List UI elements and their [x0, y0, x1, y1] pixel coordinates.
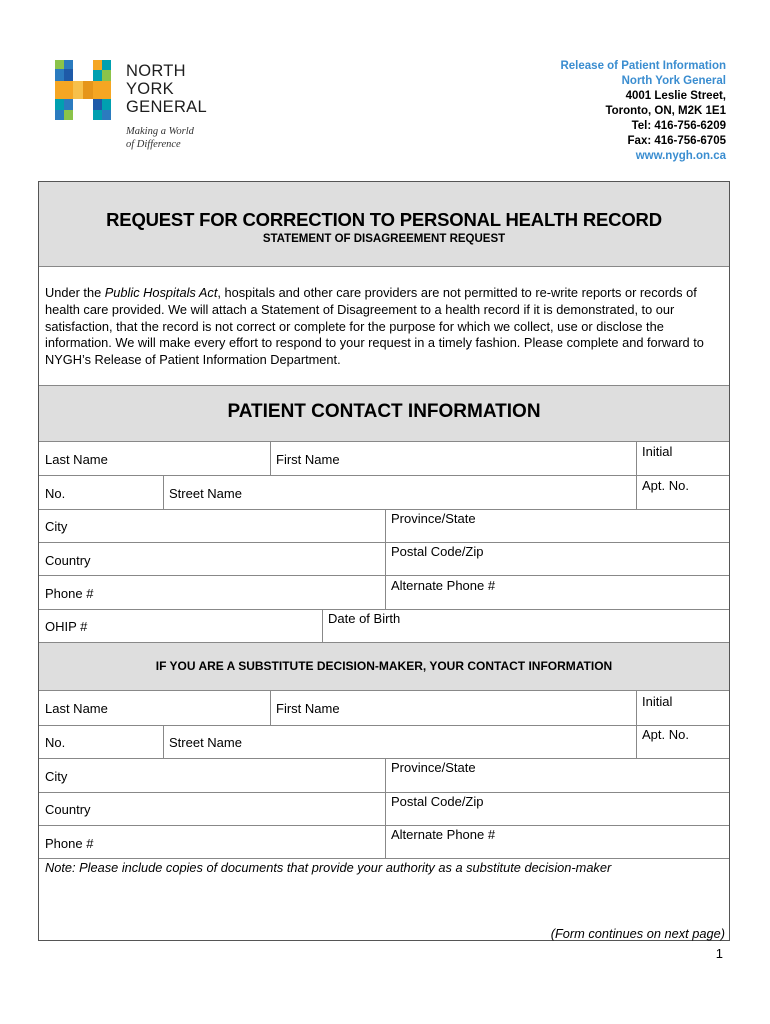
sdm-street-name-field[interactable]: Street Name	[169, 735, 242, 750]
patient-no-field[interactable]: No.	[45, 486, 66, 501]
patient-country-field[interactable]: Country	[45, 553, 91, 568]
fax: Fax: 416-756-6705	[627, 135, 726, 147]
form-subtitle: STATEMENT OF DISAGREEMENT REQUEST	[262, 233, 506, 245]
sdm-phone-field[interactable]: Phone #	[45, 836, 94, 851]
patient-province-field[interactable]: Province/State	[391, 511, 476, 526]
form-title: REQUEST FOR CORRECTION TO PERSONAL HEALTH RECORD	[106, 209, 662, 230]
logo-tagline-2: of Difference	[126, 139, 181, 150]
sdm-apt-no-field[interactable]: Apt. No.	[642, 727, 689, 742]
sdm-country-field[interactable]: Country	[45, 802, 91, 817]
patient-dob-field[interactable]: Date of Birth	[328, 611, 401, 626]
public-hospitals-act: Public Hospitals Act	[104, 285, 218, 300]
patient-section-title: PATIENT CONTACT INFORMATION	[227, 401, 541, 422]
form-continues-note: (Form continues on next page)	[550, 926, 725, 941]
sdm-initial-field[interactable]: Initial	[642, 694, 673, 709]
sdm-province-field[interactable]: Province/State	[391, 760, 476, 775]
page-number: 1	[715, 946, 723, 961]
intro-paragraph: Under the Public Hospitals Act, hospitals and other care providers are not permitted to re-write reports or records of health care provided. We will attach a Statement of Disagreement to a health record if it is demonstrated, to our satisfaction, that the record is not correct or complete for the purpose for which we collect, use or disclose the information. We will make every effort to respond to your request in a timely fashion. Please complete and forward to NYGH’s Release of Patient Information Department.	[45, 285, 704, 368]
sdm-last-name-field[interactable]: Last Name	[45, 701, 108, 716]
patient-phone-field[interactable]: Phone #	[45, 586, 94, 601]
patient-postal-field[interactable]: Postal Code/Zip	[391, 544, 484, 559]
sdm-section-title: IF YOU ARE A SUBSTITUTE DECISION-MAKER, YOUR CONTACT INFORMATION	[155, 659, 613, 673]
patient-alt-phone-field[interactable]: Alternate Phone #	[391, 578, 496, 593]
north-york-general-logo	[55, 60, 111, 120]
org-name: North York General	[621, 75, 726, 87]
logo-line-1: NORTH	[126, 62, 186, 80]
logo-line-2: YORK	[126, 80, 174, 98]
patient-city-field[interactable]: City	[45, 519, 68, 534]
patient-street-name-field[interactable]: Street Name	[169, 486, 242, 501]
patient-initial-field[interactable]: Initial	[642, 444, 673, 459]
logo-line-3: GENERAL	[126, 98, 207, 116]
sdm-postal-field[interactable]: Postal Code/Zip	[391, 794, 484, 809]
sdm-first-name-field[interactable]: First Name	[276, 701, 340, 716]
sdm-note: Note: Please include copies of documents that provide your authority as a substitute decision-maker	[45, 860, 612, 875]
sdm-alt-phone-field[interactable]: Alternate Phone #	[391, 827, 496, 842]
request-form	[38, 181, 730, 941]
patient-last-name-field[interactable]: Last Name	[45, 452, 108, 467]
sdm-city-field[interactable]: City	[45, 769, 68, 784]
street-address: 4001 Leslie Street,	[625, 90, 726, 102]
patient-ohip-field[interactable]: OHIP #	[45, 619, 88, 634]
patient-first-name-field[interactable]: First Name	[276, 452, 340, 467]
website-link[interactable]: www.nygh.on.ca	[635, 150, 726, 162]
logo-tagline-1: Making a World	[126, 126, 194, 137]
dept-name: Release of Patient Information	[560, 60, 726, 72]
city-address: Toronto, ON, M2K 1E1	[605, 105, 726, 117]
patient-apt-no-field[interactable]: Apt. No.	[642, 478, 689, 493]
sdm-no-field[interactable]: No.	[45, 735, 66, 750]
tel: Tel: 416-756-6209	[631, 120, 726, 132]
